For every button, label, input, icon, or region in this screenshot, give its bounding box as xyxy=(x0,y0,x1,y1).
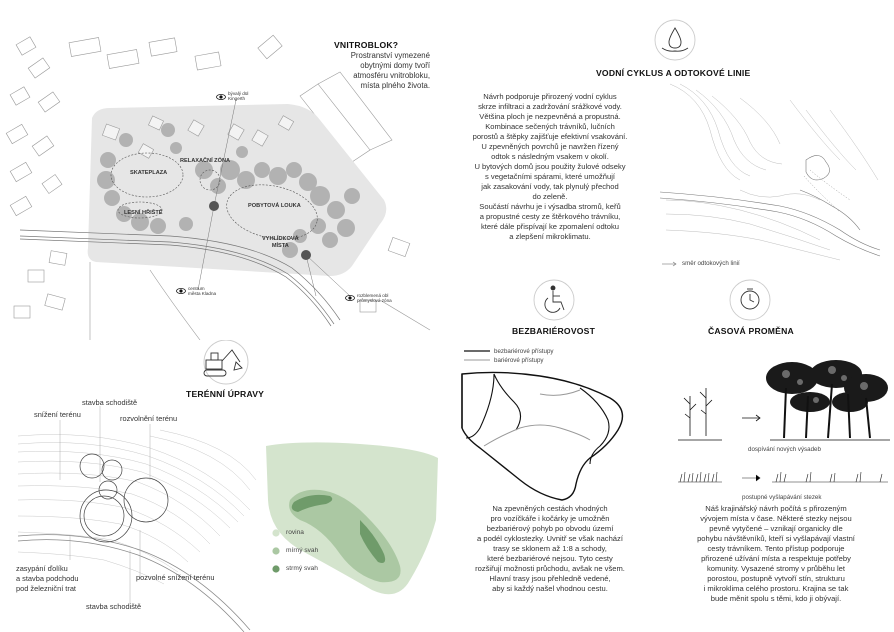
legend-flat: rovina xyxy=(286,529,304,536)
water-legend: směr odtokových linií xyxy=(682,260,740,267)
viewpoint-marker xyxy=(301,250,311,260)
water-text: Návrh podporuje přirozený vodní cyklus skrze infiltraci a zadržování srážkové vody. Většina ploch je nezpevněná a propustná. Kombinace sečených trávníků, lučních porostů a štěpky zajišťuje efektivní vsakování. U zpevněných povrchů je navržen řízený odtok s následným vsakem v okolí. U bytových domů jsou použity žulové odseky s vegetačními spárami, které umožňují jak zasakování vody, tak plynulý přechod do zeleně. Součástí návrhu je i výsadba stromů, keřů a propustné cesty ze štěrkového trávníku, které dále přispívají ke zpomalení odtoku a zlepšení mikroklimatu. xyxy=(472,92,628,241)
legend-steep: strmý svah xyxy=(286,565,318,572)
vnitroblok-title: VNITROBLOK? xyxy=(334,40,399,50)
time-section xyxy=(660,278,894,632)
water-section xyxy=(440,0,894,290)
clock-icon xyxy=(730,280,770,320)
legend-barrier: bariérové přístupy xyxy=(494,357,544,364)
barrier-title: BEZBARIÉROVOST xyxy=(512,326,596,336)
viewpoint-marker xyxy=(209,201,219,211)
annot-stavba-bottom: stavba schodiště xyxy=(86,602,142,611)
terrain-title: TERÉNNÍ ÚPRAVY xyxy=(186,389,265,399)
legend-flat-dot xyxy=(272,529,279,536)
time-caption-1: dospívání nových výsadeb xyxy=(748,446,821,453)
time-text: Náš krajinářský návrh počítá s přirozeným vývojem místa v čase. Některé stezky nejsou pevně vytyčené – vznikají organicky dle pohybu návštěvníků, kteří si vyšlapávají vlastní cesty trávníkem. Tento přístup podporuje přirozené užívání místa a respektuje potřeby komunity. Vysazené stromy v průběhu let porostou, postupně vytvoří stín, strukturu i mikroklima celého prostoru. Krajina se tak bude měnit spolu s těmi, kdo ji obývají. xyxy=(697,504,855,603)
label-louka: POBYTOVÁ LOUKA xyxy=(248,203,301,209)
label-lesni: LESNÍ HŘIŠTĚ xyxy=(124,210,163,216)
wheelchair-icon xyxy=(534,280,574,320)
barrier-outline xyxy=(462,372,623,500)
barrier-section xyxy=(440,278,660,632)
barrier-text: Na zpevněných cestách vhodných pro vozíčkáře i kočárky je umožněn bezbariérový pohyb po obvodu území a podél cyklostezky. Uvnitř se však nachází trasy se sklonem až 1:8 a schody, které bezbariérové nejsou. Tyto cesty rozšiřují možnosti průchodu, avšak ne všem. Hlavní trasy jsou přehledně vedené, aby si každý našel vhodnou cestu. xyxy=(475,504,625,593)
label-vyhlidkova: VYHLÍDKOVÁ MÍSTA xyxy=(262,236,299,249)
label-relax: RELAXAČNÍ ZÓNA xyxy=(180,158,231,164)
water-drop-icon xyxy=(655,20,695,60)
legend-steep-dot xyxy=(272,565,279,572)
time-title: ČASOVÁ PROMĚNA xyxy=(708,326,794,336)
legend-mild: mírný svah xyxy=(286,547,319,554)
time-caption-2: postupné vyšlapávání stezek xyxy=(742,494,822,501)
label-skateplaza: SKATEPLAZA xyxy=(130,170,168,176)
view-kingerth: bývalý dül Kingerth xyxy=(228,91,249,102)
view-centrum: centrum města Kladna xyxy=(188,286,217,297)
annot-snizeni: snížení terénu xyxy=(34,410,81,419)
vnitroblok-text: Prostranství vymezené obytnými domy tvoří atmosféru vnitrobloku, místa plného života. xyxy=(350,51,430,90)
view-prumysl: rozblemená obl průmyslová zóna xyxy=(357,293,392,304)
annot-stavba-top: stavba schodiště xyxy=(82,398,138,407)
site-plan xyxy=(0,0,440,340)
excavator-icon xyxy=(204,340,248,384)
legend-barrierfree: bezbariérové přístupy xyxy=(494,348,554,355)
terrain-section xyxy=(0,340,440,632)
water-title: VODNÍ CYKLUS A ODTOKOVÉ LINIE xyxy=(596,68,751,78)
annot-pozvolne: pozvolné snížení terénu xyxy=(136,573,215,582)
legend-mild-dot xyxy=(272,547,279,554)
annot-rozvolneni: rozvolnění terénu xyxy=(120,414,178,423)
annot-zasypani: zasypání ďolíku a stavba podchodu pod železniční trat xyxy=(16,564,79,593)
